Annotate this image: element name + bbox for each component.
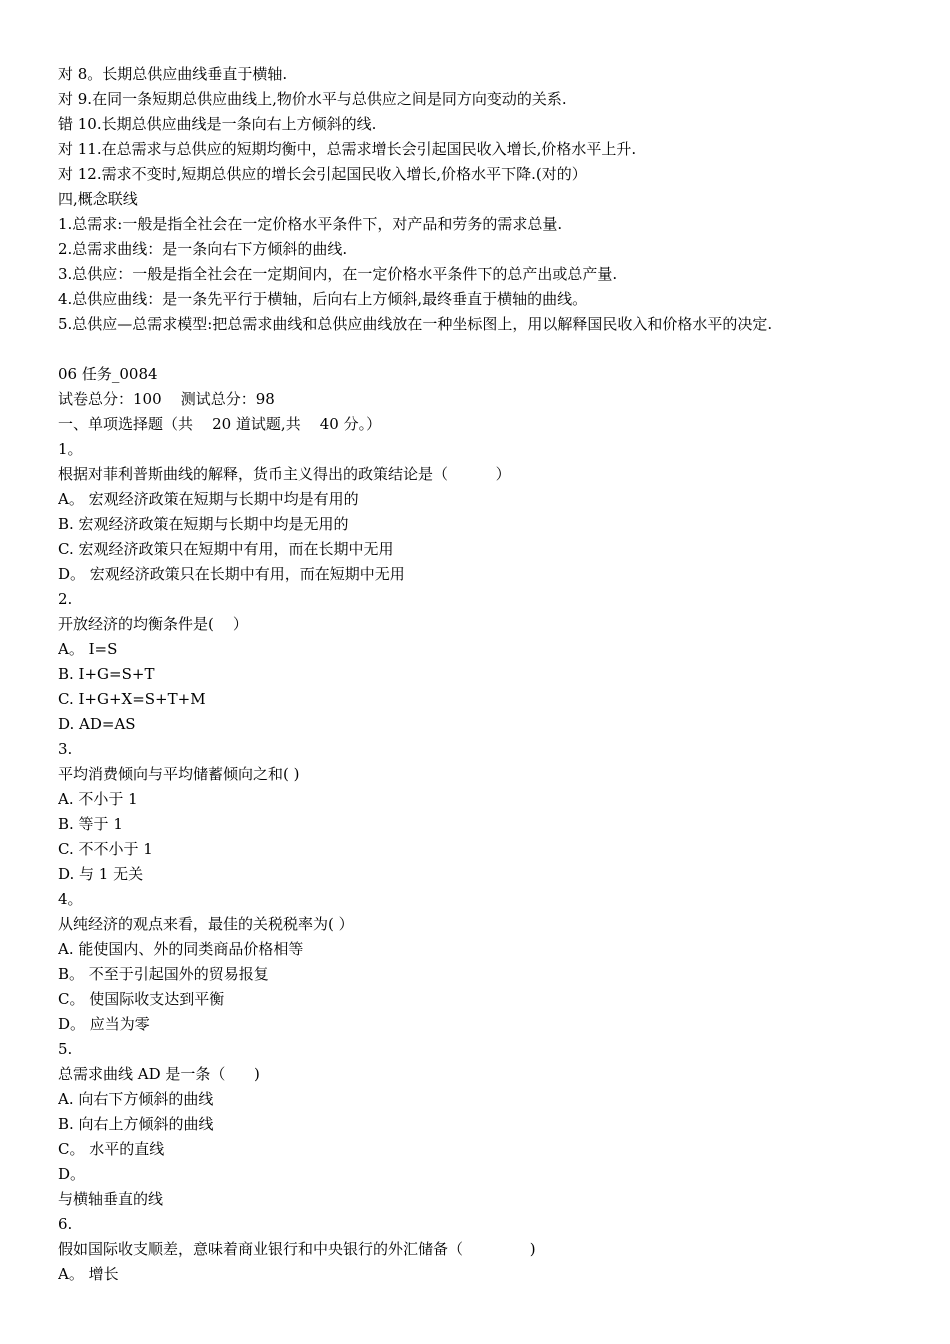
section-heading: 四,概念联线 (58, 190, 138, 208)
true-false-answers-and-concepts (58, 62, 918, 337)
option-line: B. I+G=S+T (58, 665, 155, 683)
text-line: 对 9.在同一条短期总供应曲线上,物价水平与总供应之间是同方向变动的关系. (58, 90, 567, 108)
question-number: 1。 (58, 440, 83, 458)
option-line: D。 应当为零 (58, 1015, 150, 1033)
option-line: D。 宏观经济政策只在长期中有用，而在短期中无用 (58, 565, 405, 583)
option-line: A. 不小于 1 (58, 790, 138, 808)
text-line: 对 11.在总需求与总供应的短期均衡中，总需求增长会引起国民收入增长,价格水平上升. (58, 140, 637, 158)
option-line: C。 水平的直线 (58, 1140, 165, 1158)
text-line: 4.总供应曲线：是一条先平行于横轴，后向右上方倾斜,最终垂直于横轴的曲线。 (58, 290, 588, 308)
score-summary: 试卷总分：100 测试总分：98 (58, 390, 275, 408)
question-text: 开放经济的均衡条件是( ） (58, 615, 248, 633)
option-line: D. 与 1 无关 (58, 865, 144, 883)
option-line: A. 能使国内、外的同类商品价格相等 (58, 940, 304, 958)
question-number: 2. (58, 590, 73, 608)
task-0084-quiz (58, 362, 918, 1287)
option-line: C. I+G+X=S+T+M (58, 690, 206, 708)
text-line: 5.总供应—总需求模型:把总需求曲线和总供应曲线放在一种坐标图上，用以解释国民收入和价格水平的决定. (58, 315, 773, 333)
section-heading: 一、单项选择题（共 20 道试题,共 40 分。） (58, 415, 382, 433)
option-line: A。 增长 (58, 1265, 119, 1283)
question-number: 4。 (58, 890, 83, 908)
text-line: 2.总需求曲线：是一条向右下方倾斜的曲线. (58, 240, 348, 258)
option-line: D. AD=AS (58, 715, 136, 733)
option-line: B. 等于 1 (58, 815, 123, 833)
option-line: A。 宏观经济政策在短期与长期中均是有用的 (58, 490, 359, 508)
blank-spacer (58, 337, 918, 362)
question-text: 从纯经济的观点来看，最佳的关税税率为( ） (58, 915, 354, 933)
option-line: 与横轴垂直的线 (58, 1190, 164, 1208)
option-line: A。 I=S (58, 640, 118, 658)
text-line: 3.总供应：一般是指全社会在一定期间内，在一定价格水平条件下的总产出或总产量. (58, 265, 618, 283)
text-line: 错 10.长期总供应曲线是一条向右上方倾斜的线. (58, 115, 377, 133)
question-text: 总需求曲线 AD 是一条（ ) (58, 1065, 260, 1083)
question-text: 假如国际收支顺差，意味着商业银行和中央银行的外汇储备（ ) (58, 1240, 536, 1258)
document-page (58, 62, 918, 1287)
text-line: 对 8。长期总供应曲线垂直于横轴. (58, 65, 288, 83)
task-title: 06 任务_0084 (58, 365, 158, 383)
option-line: D。 (58, 1165, 86, 1183)
option-line: A. 向右下方倾斜的曲线 (58, 1090, 214, 1108)
question-text: 平均消费倾向与平均储蓄倾向之和( ) (58, 765, 300, 783)
option-line: B. 宏观经济政策在短期与长期中均是无用的 (58, 515, 349, 533)
question-text: 根据对菲利普斯曲线的解释，货币主义得出的政策结论是（ ） (58, 465, 511, 483)
option-line: B. 向右上方倾斜的曲线 (58, 1115, 214, 1133)
option-line: C。 使国际收支达到平衡 (58, 990, 225, 1008)
option-line: C. 不不小于 1 (58, 840, 153, 858)
option-line: B。 不至于引起国外的贸易报复 (58, 965, 269, 983)
question-number: 5. (58, 1040, 73, 1058)
text-line: 1.总需求:一般是指全社会在一定价格水平条件下，对产品和劳务的需求总量. (58, 215, 563, 233)
option-line: C. 宏观经济政策只在短期中有用，而在长期中无用 (58, 540, 394, 558)
question-number: 3. (58, 740, 73, 758)
question-number: 6. (58, 1215, 73, 1233)
text-line: 对 12.需求不变时,短期总供应的增长会引起国民收入增长,价格水平下降.(对的） (58, 165, 587, 183)
